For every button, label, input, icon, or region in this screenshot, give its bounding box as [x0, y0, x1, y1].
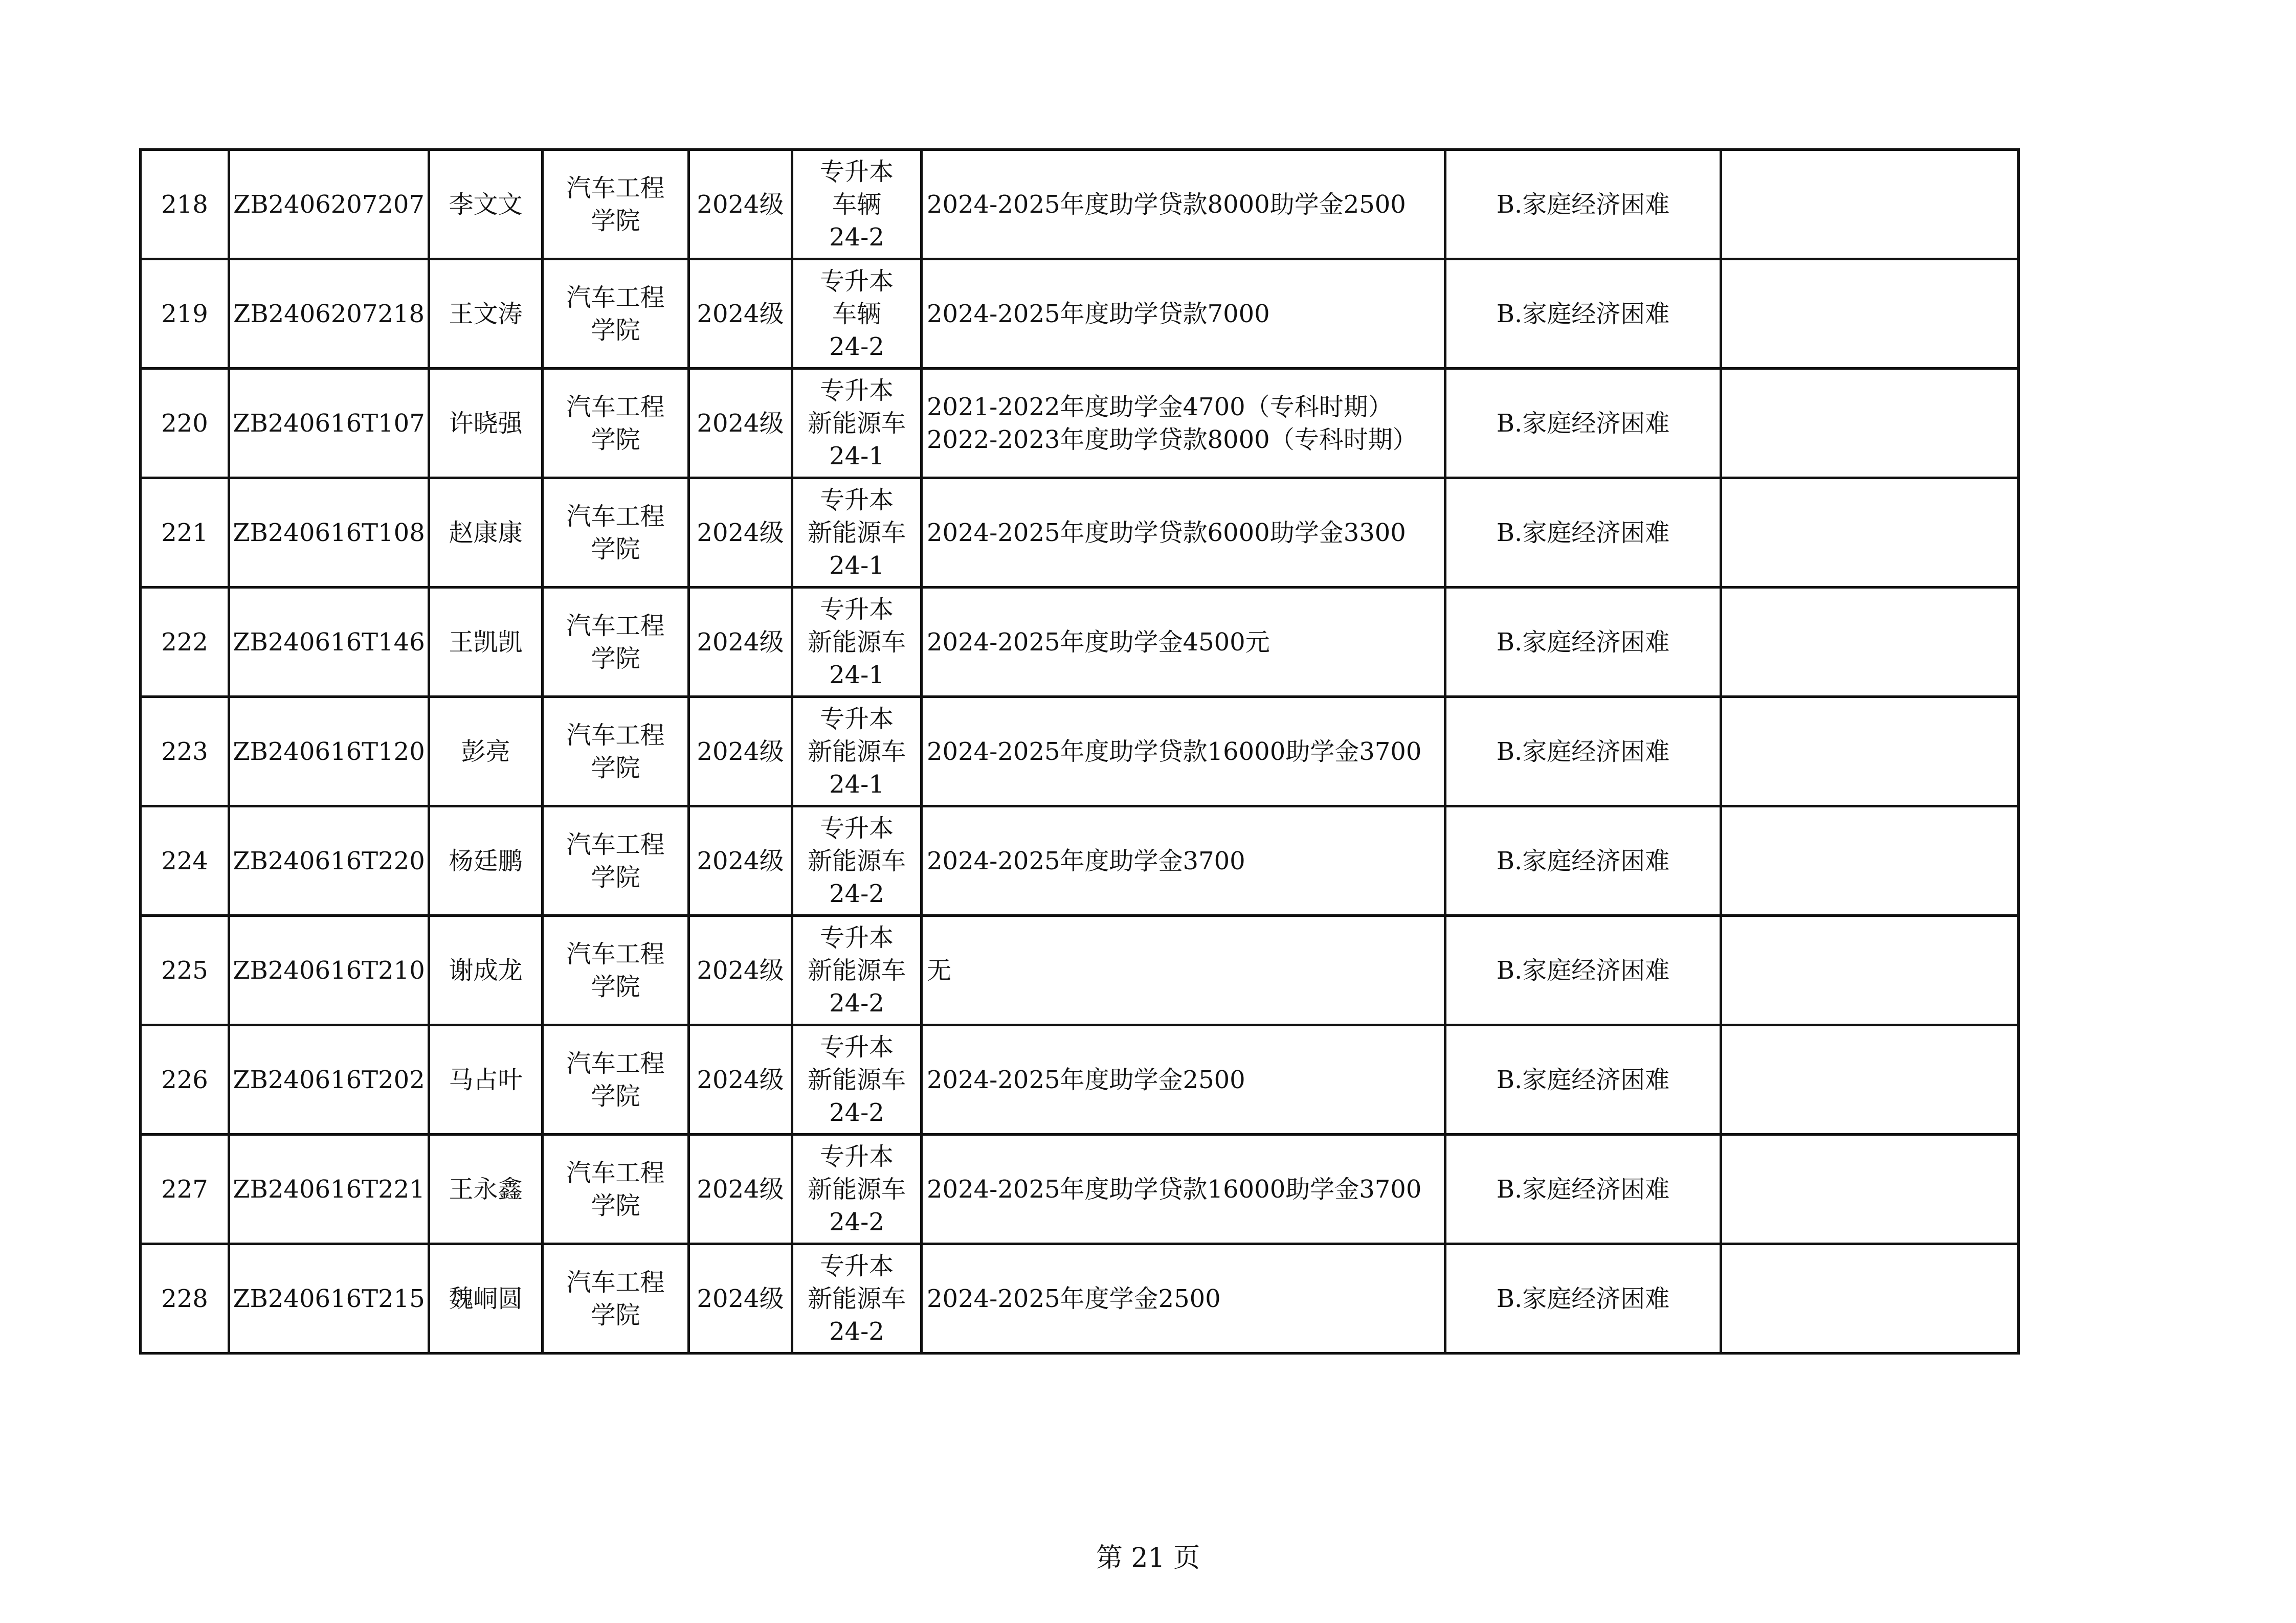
remark-cell [1721, 369, 2019, 478]
student-name-cell: 王永鑫 [429, 1135, 543, 1244]
college-cell [543, 150, 689, 259]
college-cell [543, 259, 689, 369]
student-id-cell: ZB240616T107 [229, 369, 429, 478]
class-cell [792, 1244, 922, 1354]
aid-history-cell [922, 588, 1445, 697]
class-cell-line: 专升本 [819, 1251, 894, 1280]
table-row [141, 588, 2019, 697]
aid-history-cell-line: 2024-2025年度助学贷款16000助学金3700 [927, 1175, 1422, 1204]
remark-cell [1721, 916, 2019, 1025]
class-cell [792, 588, 922, 697]
college-cell [543, 588, 689, 697]
class-cell-line: 新能源车 [807, 409, 906, 438]
remark-cell [1721, 1244, 2019, 1354]
class-cell-line: 新能源车 [807, 1175, 906, 1204]
class-cell-line: 专升本 [819, 1032, 894, 1062]
class-cell-line: 新能源车 [807, 846, 906, 875]
class-cell-line: 车辆 [832, 299, 881, 328]
class-cell-line: 专升本 [819, 266, 894, 296]
grade-cell: 2024级 [689, 259, 792, 369]
grade-cell: 2024级 [689, 1244, 792, 1354]
class-cell [792, 1025, 922, 1135]
difficulty-type-cell: B.家庭经济困难 [1445, 259, 1721, 369]
remark-cell [1721, 588, 2019, 697]
remark-cell [1721, 478, 2019, 588]
class-cell-line: 专升本 [819, 923, 894, 952]
difficulty-type-cell: B.家庭经济困难 [1445, 369, 1721, 478]
row-number-cell: 226 [141, 1025, 229, 1135]
remark-cell [1721, 150, 2019, 259]
table-row [141, 1244, 2019, 1354]
class-cell-line: 专升本 [819, 595, 894, 624]
class-cell-line: 24-2 [829, 332, 884, 361]
college-cell-line: 学院 [591, 534, 640, 563]
remark-cell [1721, 697, 2019, 806]
class-cell [792, 806, 922, 916]
difficulty-type-cell: B.家庭经济困难 [1445, 478, 1721, 588]
class-cell-line: 专升本 [819, 814, 894, 843]
class-cell-line: 专升本 [819, 485, 894, 514]
difficulty-type-cell: B.家庭经济困难 [1445, 150, 1721, 259]
student-id-cell: ZB240616T120 [229, 697, 429, 806]
aid-history-cell-line: 2024-2025年度助学金3700 [927, 846, 1245, 875]
aid-history-cell-line: 2024-2025年度助学贷款6000助学金3300 [927, 518, 1406, 547]
grade-cell: 2024级 [689, 806, 792, 916]
table-row [141, 478, 2019, 588]
class-cell-line: 专升本 [819, 376, 894, 405]
aid-history-cell-line: 2024-2025年度助学金2500 [927, 1065, 1245, 1094]
college-cell-line: 汽车工程 [566, 1268, 665, 1297]
table-row [141, 806, 2019, 916]
table-row [141, 259, 2019, 369]
aid-history-cell-line: 2024-2025年度助学贷款16000助学金3700 [927, 737, 1422, 766]
student-id-cell: ZB240616T210 [229, 916, 429, 1025]
college-cell-line: 汽车工程 [566, 502, 665, 531]
difficulty-type-cell: B.家庭经济困难 [1445, 1244, 1721, 1354]
grade-cell: 2024级 [689, 1025, 792, 1135]
student-id-cell: ZB2406207218 [229, 259, 429, 369]
class-cell-line: 24-1 [829, 770, 884, 799]
student-id-cell: ZB240616T108 [229, 478, 429, 588]
student-name-cell: 王凯凯 [429, 588, 543, 697]
college-cell-line: 学院 [591, 863, 640, 892]
college-cell-line: 汽车工程 [566, 720, 665, 750]
college-cell-line: 汽车工程 [566, 173, 665, 202]
difficulty-type-cell: B.家庭经济困难 [1445, 916, 1721, 1025]
college-cell [543, 1135, 689, 1244]
student-name-cell: 马占叶 [429, 1025, 543, 1135]
student-name-cell: 李文文 [429, 150, 543, 259]
class-cell-line: 新能源车 [807, 956, 906, 985]
aid-history-cell-line: 2024-2025年度学金2500 [927, 1284, 1221, 1313]
row-number-cell: 227 [141, 1135, 229, 1244]
class-cell-line: 车辆 [832, 190, 881, 219]
college-cell-line: 汽车工程 [566, 830, 665, 859]
class-cell-line: 新能源车 [807, 1065, 906, 1094]
college-cell [543, 1244, 689, 1354]
student-id-cell: ZB240616T146 [229, 588, 429, 697]
college-cell-line: 汽车工程 [566, 1158, 665, 1187]
aid-history-cell-line: 无 [927, 956, 952, 985]
class-cell-line: 新能源车 [807, 518, 906, 547]
student-name-cell: 许晓强 [429, 369, 543, 478]
grade-cell: 2024级 [689, 588, 792, 697]
aid-history-cell [922, 150, 1445, 259]
aid-history-cell-line: 2022-2023年度助学贷款8000（专科时期） [927, 425, 1417, 454]
class-cell-line: 24-2 [829, 879, 884, 908]
college-cell [543, 478, 689, 588]
row-number-cell: 225 [141, 916, 229, 1025]
student-name-cell: 杨廷鹏 [429, 806, 543, 916]
student-name-cell: 魏峒圆 [429, 1244, 543, 1354]
remark-cell [1721, 806, 2019, 916]
aid-history-cell [922, 478, 1445, 588]
student-name-cell: 谢成龙 [429, 916, 543, 1025]
aid-history-cell [922, 806, 1445, 916]
table-row [141, 1025, 2019, 1135]
class-cell-line: 24-2 [829, 1207, 884, 1236]
class-cell [792, 1135, 922, 1244]
college-cell-line: 学院 [591, 315, 640, 345]
aid-history-cell-line: 2021-2022年度助学金4700（专科时期） [927, 392, 1393, 421]
aid-history-cell [922, 1025, 1445, 1135]
aid-history-cell [922, 697, 1445, 806]
class-cell-line: 专升本 [819, 157, 894, 186]
table-row [141, 916, 2019, 1025]
college-cell-line: 学院 [591, 1081, 640, 1111]
class-cell-line: 24-2 [829, 1098, 884, 1127]
grade-cell: 2024级 [689, 697, 792, 806]
college-cell-line: 学院 [591, 972, 640, 1001]
college-cell [543, 806, 689, 916]
student-id-cell: ZB240616T202 [229, 1025, 429, 1135]
college-cell [543, 369, 689, 478]
table-row [141, 697, 2019, 806]
class-cell-line: 新能源车 [807, 627, 906, 657]
class-cell [792, 697, 922, 806]
class-cell-line: 24-1 [829, 660, 884, 689]
student-id-cell: ZB240616T215 [229, 1244, 429, 1354]
class-cell-line: 新能源车 [807, 737, 906, 766]
student-name-cell: 赵康康 [429, 478, 543, 588]
grade-cell: 2024级 [689, 369, 792, 478]
table-row [141, 150, 2019, 259]
grade-cell: 2024级 [689, 1135, 792, 1244]
remark-cell [1721, 1135, 2019, 1244]
aid-history-cell [922, 369, 1445, 478]
class-cell-line: 24-2 [829, 1317, 884, 1346]
class-cell-line: 专升本 [819, 704, 894, 733]
difficulty-type-cell: B.家庭经济困难 [1445, 1135, 1721, 1244]
class-cell-line: 24-1 [829, 441, 884, 470]
college-cell-line: 汽车工程 [566, 283, 665, 312]
college-cell-line: 学院 [591, 753, 640, 782]
remark-cell [1721, 1025, 2019, 1135]
difficulty-type-cell: B.家庭经济困难 [1445, 697, 1721, 806]
class-cell-line: 24-2 [829, 222, 884, 252]
grade-cell: 2024级 [689, 916, 792, 1025]
college-cell-line: 汽车工程 [566, 611, 665, 640]
table-row [141, 1135, 2019, 1244]
class-cell [792, 259, 922, 369]
page-number: 第 21 页 [1096, 1543, 1200, 1573]
college-cell-line: 汽车工程 [566, 1049, 665, 1078]
difficulty-type-cell: B.家庭经济困难 [1445, 1025, 1721, 1135]
row-number-cell: 224 [141, 806, 229, 916]
college-cell [543, 697, 689, 806]
aid-history-cell-line: 2024-2025年度助学贷款7000 [927, 299, 1270, 328]
aid-history-cell [922, 1244, 1445, 1354]
row-number-cell: 220 [141, 369, 229, 478]
row-number-cell: 219 [141, 259, 229, 369]
row-number-cell: 218 [141, 150, 229, 259]
student-id-cell: ZB2406207207 [229, 150, 429, 259]
class-cell [792, 916, 922, 1025]
class-cell-line: 新能源车 [807, 1284, 906, 1313]
student-aid-table [139, 148, 2020, 1355]
college-cell-line: 学院 [591, 425, 640, 454]
student-id-cell: ZB240616T220 [229, 806, 429, 916]
row-number-cell: 221 [141, 478, 229, 588]
college-cell-line: 学院 [591, 1191, 640, 1220]
difficulty-type-cell: B.家庭经济困难 [1445, 806, 1721, 916]
student-name-cell: 彭亮 [429, 697, 543, 806]
class-cell [792, 478, 922, 588]
college-cell-line: 学院 [591, 1300, 640, 1329]
college-cell-line: 汽车工程 [566, 939, 665, 968]
grade-cell: 2024级 [689, 150, 792, 259]
row-number-cell: 223 [141, 697, 229, 806]
difficulty-type-cell: B.家庭经济困难 [1445, 588, 1721, 697]
table-body [141, 150, 2019, 1354]
student-id-cell: ZB240616T221 [229, 1135, 429, 1244]
college-cell [543, 916, 689, 1025]
row-number-cell: 222 [141, 588, 229, 697]
remark-cell [1721, 259, 2019, 369]
aid-history-cell-line: 2024-2025年度助学金4500元 [927, 627, 1270, 657]
aid-history-cell [922, 259, 1445, 369]
class-cell-line: 24-2 [829, 988, 884, 1018]
college-cell-line: 学院 [591, 206, 640, 235]
college-cell-line: 汽车工程 [566, 392, 665, 421]
class-cell [792, 150, 922, 259]
aid-history-cell [922, 1135, 1445, 1244]
class-cell-line: 专升本 [819, 1142, 894, 1171]
class-cell [792, 369, 922, 478]
student-name-cell: 王文涛 [429, 259, 543, 369]
class-cell-line: 24-1 [829, 551, 884, 580]
aid-history-cell-line: 2024-2025年度助学贷款8000助学金2500 [927, 190, 1406, 219]
college-cell-line: 学院 [591, 644, 640, 673]
college-cell [543, 1025, 689, 1135]
aid-history-cell [922, 916, 1445, 1025]
grade-cell: 2024级 [689, 478, 792, 588]
row-number-cell: 228 [141, 1244, 229, 1354]
table-row [141, 369, 2019, 478]
